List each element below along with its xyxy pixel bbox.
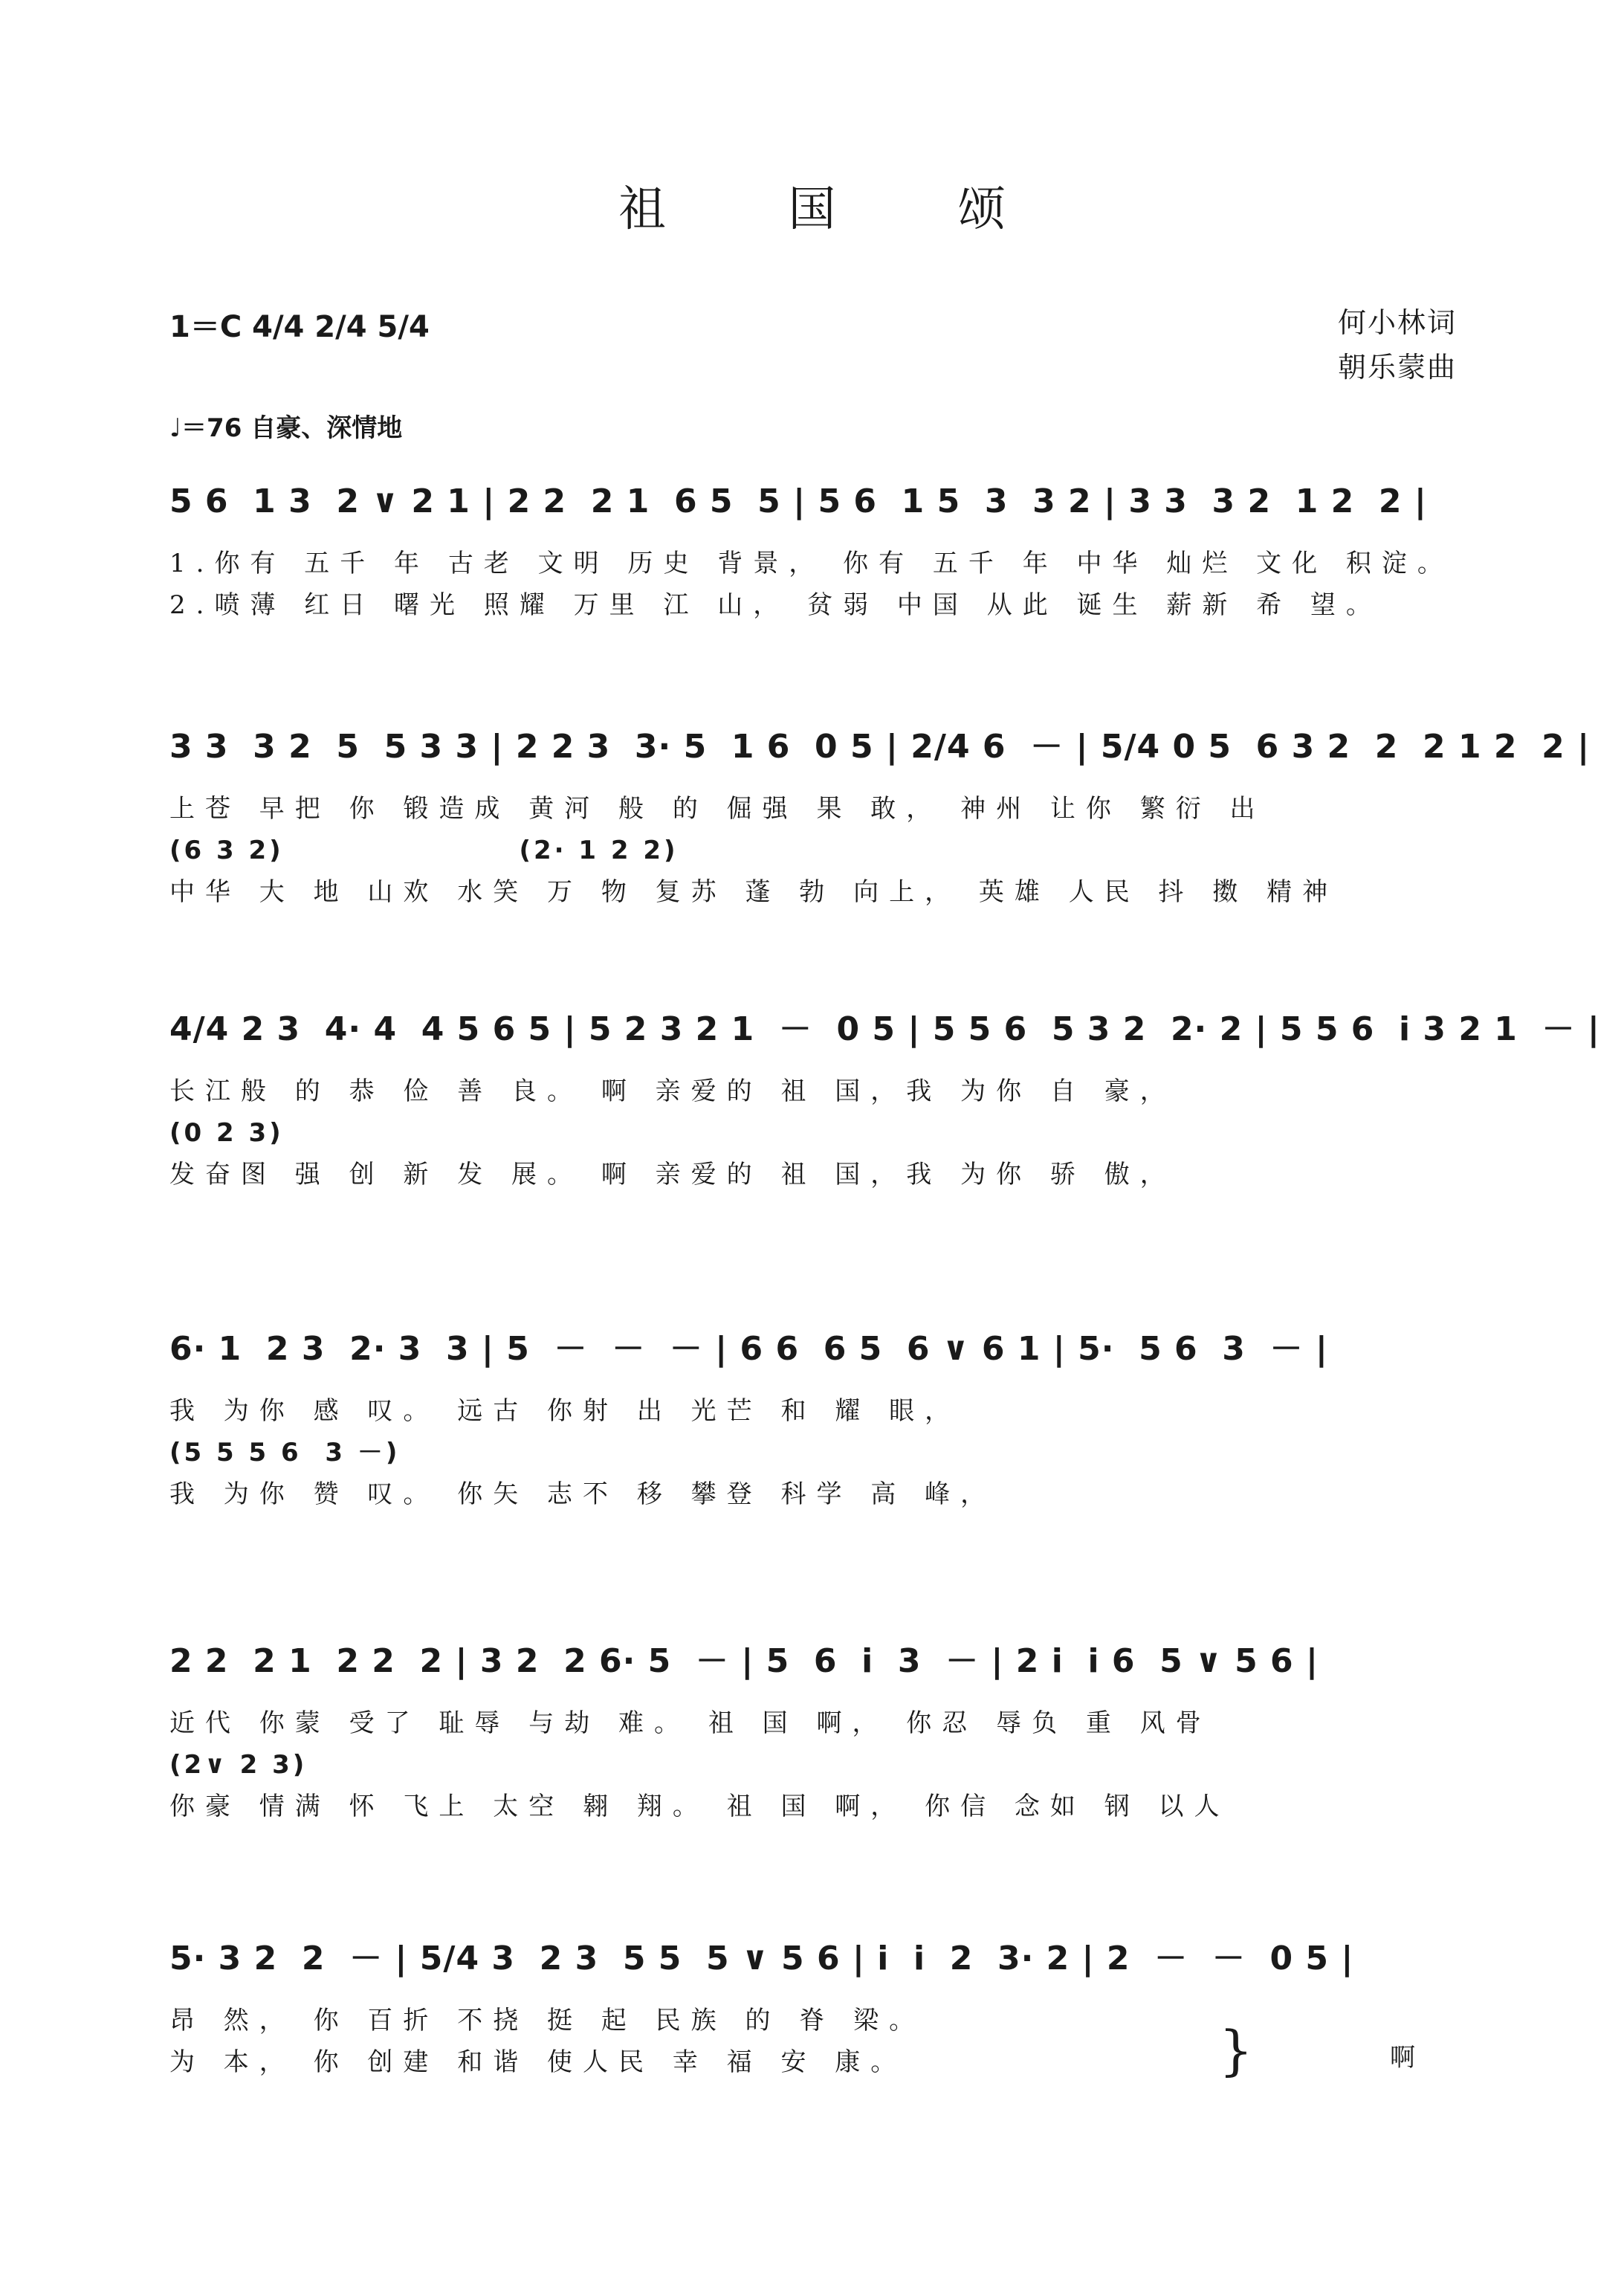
note-line: 2 2 2 1 2 2 2 | 3 2 2 6· 5 － | 5 6 i 3 － | 2 i i 6 5 ∨ 5 6 | [169, 1642, 1319, 1680]
score-system [169, 989, 1600, 1195]
note-line: 5· 3 2 2 － | 5/4 3 2 3 5 5 5 ∨ 5 6 | i i 2 3· 2 | 2 － － 0 5 | [169, 1940, 1354, 1977]
aside-lyric: 啊 [1390, 2043, 1415, 2073]
lyric-line: 昂 然， 你 百折 不挠 挺 起 民族 的 脊 梁。 [169, 2006, 925, 2035]
lyric-line: 1.你有 五千 年 古老 文明 历史 背景， 你有 五千 年 中华 灿烂 文化 积淀。 [169, 549, 1453, 578]
lyric-line: 你豪 情满 怀 飞上 太空 翱 翔。 祖 国 啊， 你信 念如 钢 以人 [169, 1792, 1230, 1821]
lyricist: 何小林词 [1338, 306, 1458, 339]
note-line: 5 6 1 3 2 ∨ 2 1 | 2 2 2 1 6 5 5 | 5 6 1 5 3 3 2 | 3 3 3 2 1 2 2 | [169, 482, 1427, 520]
lyric-line: 发奋图 强 创 新 发 展。 啊 亲爱的 祖 国，我 为你 骄 傲， [169, 1160, 1176, 1189]
score-system [169, 461, 1478, 626]
note-line: 4/4 2 3 4· 4 4 5 6 5 | 5 2 3 2 1 － 0 5 | 5 5 6 5 3 2 2· 2 | 5 5 6 i 3 2 1 － | [169, 1010, 1600, 1048]
instrumental-fill: (5 5 5 6 3 －) [169, 1438, 401, 1467]
instrumental-fill: (2∨ 2 3) [169, 1750, 308, 1780]
tempo-marking: ♩＝76 自豪、深情地 [169, 413, 403, 443]
note-line: 6· 1 2 3 2· 3 3 | 5 － － － | 6 6 6 5 6 ∨ 6 1 | 5· 5 6 3 － | [169, 1330, 1328, 1368]
lyric-line: 为 本， 你 创建 和谐 使人民 幸 福 安 康。 [169, 2047, 907, 2077]
score-system [169, 1621, 1478, 1827]
verse-brace: } [1219, 2019, 1253, 2082]
lyric-line: 上苍 早把 你 锻造成 黄河 般 的 倔强 果 敢， 神州 让你 繁衍 出 [169, 794, 1266, 824]
lyric-line: 近代 你蒙 受了 耻辱 与劫 难。 祖 国 啊， 你忍 辱负 重 风骨 [169, 1708, 1211, 1738]
score-system [169, 1918, 1478, 2083]
credits [1338, 300, 1457, 390]
lyric-line: 长江般 的 恭 俭 善 良。 啊 亲爱的 祖 国，我 为你 自 豪， [169, 1076, 1176, 1106]
page-title: 祖 国 颂 [618, 182, 1059, 237]
note-line: 3 3 3 2 5 5 3 3 | 2 2 3 3· 5 1 6 0 5 | 2/4 6 － | 5/4 0 5 6 3 2 2 2 1 2 2 | [169, 728, 1591, 766]
instrumental-fill: (0 2 3) [169, 1118, 284, 1148]
instrumental-fill: (6 3 2) (2· 1 2 2) [169, 836, 679, 865]
lyric-line: 中华 大 地 山欢 水笑 万 物 复苏 蓬 勃 向上， 英雄 人民 抖 擞 精神 [169, 877, 1339, 907]
key-signature: 1＝C 4/4 2/4 5/4 [169, 310, 430, 344]
composer: 朝乐蒙曲 [1338, 351, 1458, 384]
lyric-line: 我 为你 赞 叹。 你矢 志不 移 攀登 科学 高 峰， [169, 1479, 997, 1509]
score-system [169, 706, 1591, 913]
score-system [169, 1308, 1478, 1515]
lyric-line: 我 为你 感 叹。 远古 你射 出 光芒 和 耀 眼， [169, 1396, 961, 1426]
lyric-line: 2.喷薄 红日 曙光 照耀 万里 江 山， 贫弱 中国 从此 诞生 薪新 希 望。 [169, 590, 1382, 620]
